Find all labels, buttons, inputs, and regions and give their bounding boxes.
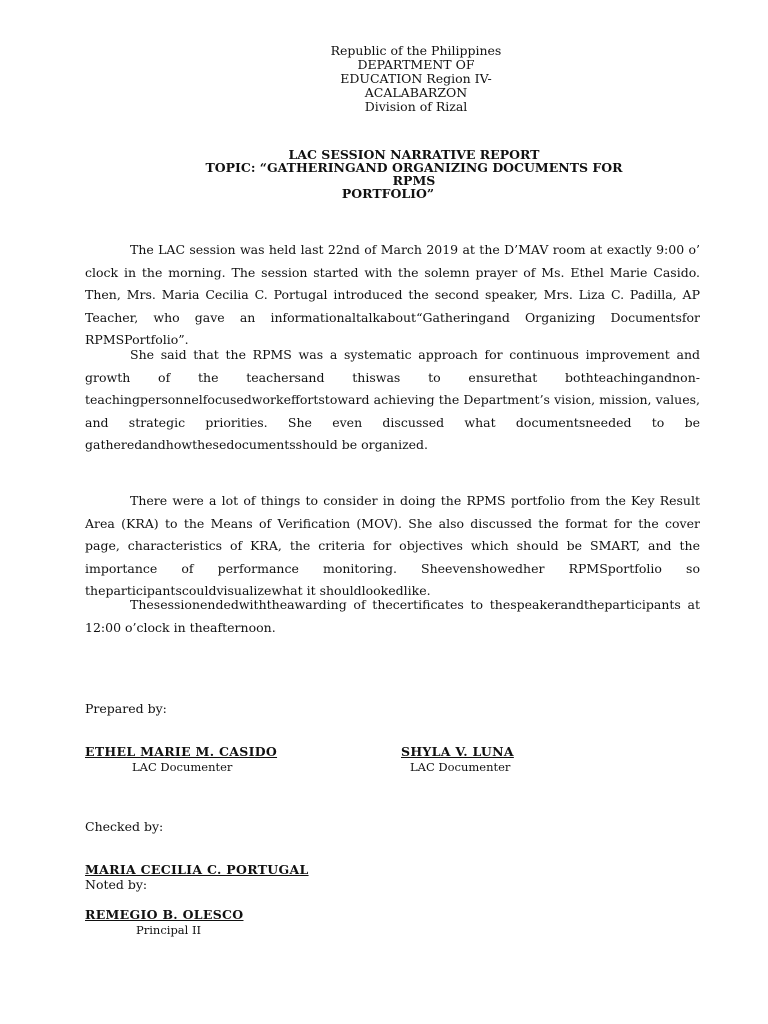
prepared-by-label: Prepared by: xyxy=(85,701,167,716)
principal-role: Principal II xyxy=(136,923,202,937)
report-title xyxy=(0,148,768,200)
narrative-paragraph-1: The LAC session was held last 22nd of March 2019 at the D’MAV room at exactly 9:00 o’ clock in the morning. The session started with the solemn prayer of Ms. Ethel Marie Casido. Then, Mrs. Maria Cecilia C. Portugal introduced the second speaker, Mrs. Liza C. Padilla, AP Teacher, who gave an informationaltalkabout“Gatheringand Organizing Documentsfor RPMSPortfolio”. xyxy=(85,242,700,348)
checked-by-label: Checked by: xyxy=(85,819,164,834)
title-line-report: LAC SESSION NARRATIVE REPORT xyxy=(288,147,540,162)
documenter-2-role: LAC Documenter xyxy=(410,760,511,774)
letterhead-line-calabarzon: ACALABARZON xyxy=(364,85,468,100)
narrative-paragraph-4: Thesessionendedwiththeawarding of thecertificates to thespeakerandtheparticipants at 12:00 o’clock in theafternoon. xyxy=(85,597,700,635)
letterhead-line-region: EDUCATION Region IV- xyxy=(340,71,492,86)
documenter-1-role: LAC Documenter xyxy=(132,760,233,774)
title-line-rpms: RPMS xyxy=(392,173,436,188)
documenter-2-name: SHYLA V. LUNA xyxy=(401,744,514,759)
narrative-paragraph-2: She said that the RPMS was a systematic approach for continuous improvement and growth of the teachersand thiswas to ensurethat bothteachingandnon-teachingpersonnelfocusedworkeffortstoward achieving the Department’s vision, mission, values, and strategic priorities. She even discussed what documentsneeded to be gatheredandhowthesedocumentsshould be organized. xyxy=(85,347,700,453)
letterhead xyxy=(0,44,768,114)
noted-by-label: Noted by: xyxy=(85,877,148,892)
letterhead-line-division: Division of Rizal xyxy=(364,99,468,114)
letterhead-line-department: DEPARTMENT OF xyxy=(357,57,475,72)
title-line-topic: TOPIC: “GATHERINGAND ORGANIZING DOCUMENTS FOR xyxy=(205,160,623,175)
checker-name: MARIA CECILIA C. PORTUGAL xyxy=(85,862,309,877)
narrative-paragraph-3: There were a lot of things to consider in doing the RPMS portfolio from the Key Result Area (KRA) to the Means of Verification (MOV). She also discussed the format for the cover page, characteristics of KRA, the criteria for objectives which should be SMART, and the importance of performance monitoring. Sheevenshowedher RPMSportfolio so theparticipantscouldvisualizewhat it shouldlookedlike. xyxy=(85,493,700,599)
title-line-portfolio: PORTFOLIO” xyxy=(341,186,435,201)
principal-name: REMEGIO B. OLESCO xyxy=(85,907,244,922)
documenter-1-name: ETHEL MARIE M. CASIDO xyxy=(85,744,278,759)
letterhead-line-republic: Republic of the Philippines xyxy=(330,43,502,58)
